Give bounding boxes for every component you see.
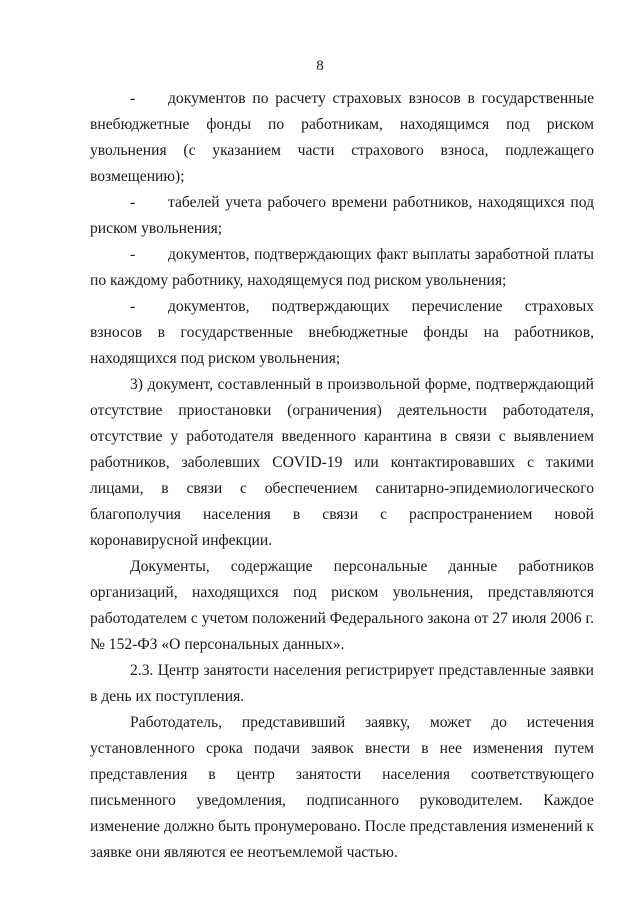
list-item-insurance-transfer — [90, 294, 594, 372]
paragraph-2-3: 2.3. Центр занятости населения регистрирует представленные заявки в день их поступления. — [90, 662, 594, 705]
list-item-timesheets — [90, 190, 594, 242]
dash-marker: - — [130, 298, 136, 315]
paragraph-employer-changes: Работодатель, представивший заявку, может до истечения установленного срока подачи заявок внести в нее изменения путем представления в центр занятости населения соответствующего письменного уведомления, подписанного руководителем. Каждое изменение должно быть пронумеровано. После представления изменений к заявке они являются ее неотъемлемой частью. — [90, 714, 594, 861]
list-item-calculation-docs — [90, 86, 594, 190]
dash-marker: - — [130, 194, 136, 211]
document-body — [90, 86, 594, 866]
list-item-text: документов, подтверждающих перечисление страховых взносов в государственные внебюджетные фонды на работников, находящихся под риском увольнения; — [90, 298, 594, 367]
dash-marker: - — [130, 246, 136, 263]
paragraph-item-3: 3) документ, составленный в произвольной форме, подтверждающий отсутствие приостановки (ограничения) деятельности работодателя, отсутствие у работодателя введенного карантина в связи с выявлением работников, заболевших COVID-19 или контактировавших с такими лицами, в связи с обеспечением санитарно-эпидемиологического благополучия населения в связи с распространением новой коронавирусной инфекции. — [90, 376, 594, 549]
paragraph-personal-data: Документы, содержащие персональные данные работников организаций, находящихся под риском увольнения, представляются работодателем с учетом положений Федерального закона от 27 июля 2006 г. № 152-ФЗ «О персональных данных». — [90, 558, 594, 653]
page-number: 8 — [316, 58, 324, 74]
list-item-text: документов по расчету страховых взносов в государственные внебюджетные фонды по работникам, находящимся под риском увольнения (с указанием части страхового взноса, подлежащего возмещению); — [90, 90, 594, 185]
dash-marker: - — [130, 90, 136, 107]
list-item-text: документов, подтверждающих факт выплаты заработной платы по каждому работнику, находящемуся под риском увольнения; — [90, 246, 594, 289]
list-item-salary-payment — [90, 242, 594, 294]
list-item-text: табелей учета рабочего времени работников, находящихся под риском увольнения; — [90, 194, 594, 237]
